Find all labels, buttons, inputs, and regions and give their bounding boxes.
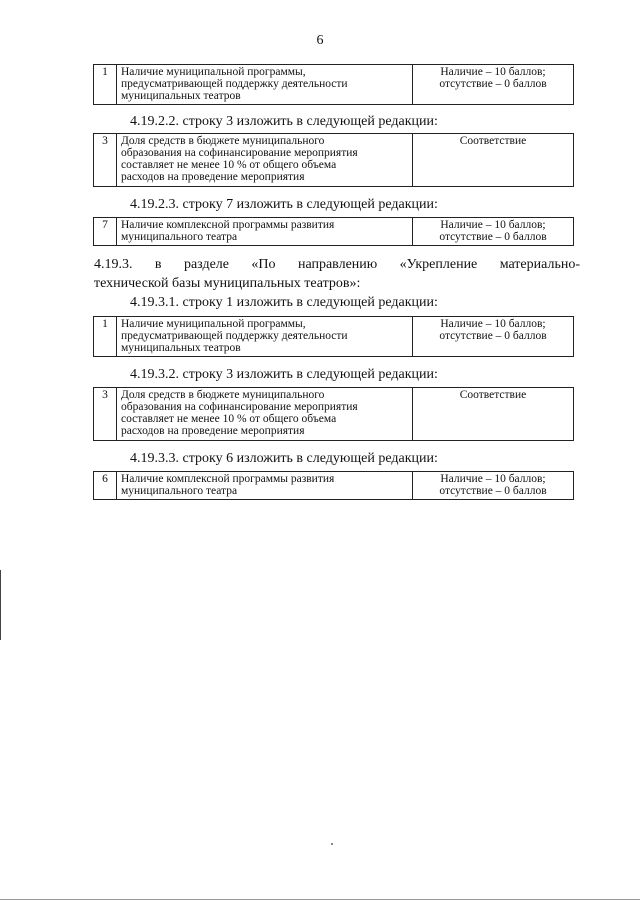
score-line: Наличие – 10 баллов; <box>440 66 546 78</box>
score-cell <box>413 218 574 246</box>
score-cell <box>413 65 574 105</box>
text-line: Наличие муниципальной программы, <box>121 318 306 330</box>
table-row <box>94 317 574 357</box>
criterion-text <box>117 134 413 187</box>
score-line: Соответствие <box>459 389 527 401</box>
page-number: 6 <box>316 33 324 48</box>
paragraph: 4.19.3.3. строку 6 изложить в следующей редакции: <box>130 451 438 466</box>
criterion-text <box>117 317 413 357</box>
paragraph: технической базы муниципальных театров»: <box>94 276 361 291</box>
table-row <box>94 134 574 187</box>
score-cell <box>413 388 574 441</box>
paragraph: 4.19.2.3. строку 7 изложить в следующей редакции: <box>130 197 438 212</box>
text-line: составляет не менее 10 % от общего объема <box>121 413 337 425</box>
text-line: образования на софинансирование мероприятия <box>121 147 358 159</box>
amendment-table-4 <box>93 316 574 357</box>
paragraph: 4.19.3.2. строку 3 изложить в следующей редакции: <box>130 367 438 382</box>
table-row <box>94 218 574 246</box>
row-number: 3 <box>94 388 117 441</box>
paragraph: 4.19.2.2. строку 3 изложить в следующей редакции: <box>130 114 438 129</box>
text-line: муниципального театра <box>121 231 238 243</box>
amendment-table-1 <box>93 64 574 105</box>
text-line: Наличие комплексной программы развития <box>121 473 335 485</box>
amendment-table-5 <box>93 387 574 441</box>
score-line: отсутствие – 0 баллов <box>439 78 547 90</box>
scan-dot <box>331 843 333 845</box>
text-line: муниципального театра <box>121 485 238 497</box>
table-row <box>94 472 574 500</box>
score-line: отсутствие – 0 баллов <box>439 330 547 342</box>
score-line: Соответствие <box>459 135 527 147</box>
criterion-text <box>117 218 413 246</box>
amendment-table-3 <box>93 217 574 246</box>
scan-bottom-line <box>0 899 640 900</box>
score-cell <box>413 472 574 500</box>
paragraph: 4.19.3.1. строку 1 изложить в следующей редакции: <box>130 295 438 310</box>
amendment-table-6 <box>93 471 574 500</box>
text-line: составляет не менее 10 % от общего объема <box>121 159 337 171</box>
table-row <box>94 65 574 105</box>
criterion-text <box>117 65 413 105</box>
criterion-text <box>117 472 413 500</box>
text-line: Доля средств в бюджете муниципального <box>121 389 325 401</box>
amendment-table-2 <box>93 133 574 187</box>
text-line: расходов на проведение мероприятия <box>121 425 305 437</box>
score-line: Наличие – 10 баллов; <box>440 473 546 485</box>
row-number: 6 <box>94 472 117 500</box>
text-line: предусматривающей поддержку деятельности <box>121 78 348 90</box>
row-number: 3 <box>94 134 117 187</box>
text-line: расходов на проведение мероприятия <box>121 171 305 183</box>
scan-edge-mark <box>0 570 1 640</box>
score-line: отсутствие – 0 баллов <box>439 485 547 497</box>
paragraph: 4.19.3. в разделе «По направлению «Укрепление материально- <box>94 257 580 272</box>
text-line: Наличие комплексной программы развития <box>121 219 335 231</box>
score-line: отсутствие – 0 баллов <box>439 231 547 243</box>
score-line: Наличие – 10 баллов; <box>440 219 546 231</box>
text-line: Наличие муниципальной программы, <box>121 66 306 78</box>
row-number: 1 <box>94 65 117 105</box>
row-number: 7 <box>94 218 117 246</box>
score-cell <box>413 134 574 187</box>
score-line: Наличие – 10 баллов; <box>440 318 546 330</box>
text-line: предусматривающей поддержку деятельности <box>121 330 348 342</box>
table-row <box>94 388 574 441</box>
text-line: Доля средств в бюджете муниципального <box>121 135 325 147</box>
text-line: муниципальных театров <box>121 342 241 354</box>
row-number: 1 <box>94 317 117 357</box>
text-line: муниципальных театров <box>121 90 241 102</box>
text-line: образования на софинансирование мероприятия <box>121 401 358 413</box>
criterion-text <box>117 388 413 441</box>
score-cell <box>413 317 574 357</box>
